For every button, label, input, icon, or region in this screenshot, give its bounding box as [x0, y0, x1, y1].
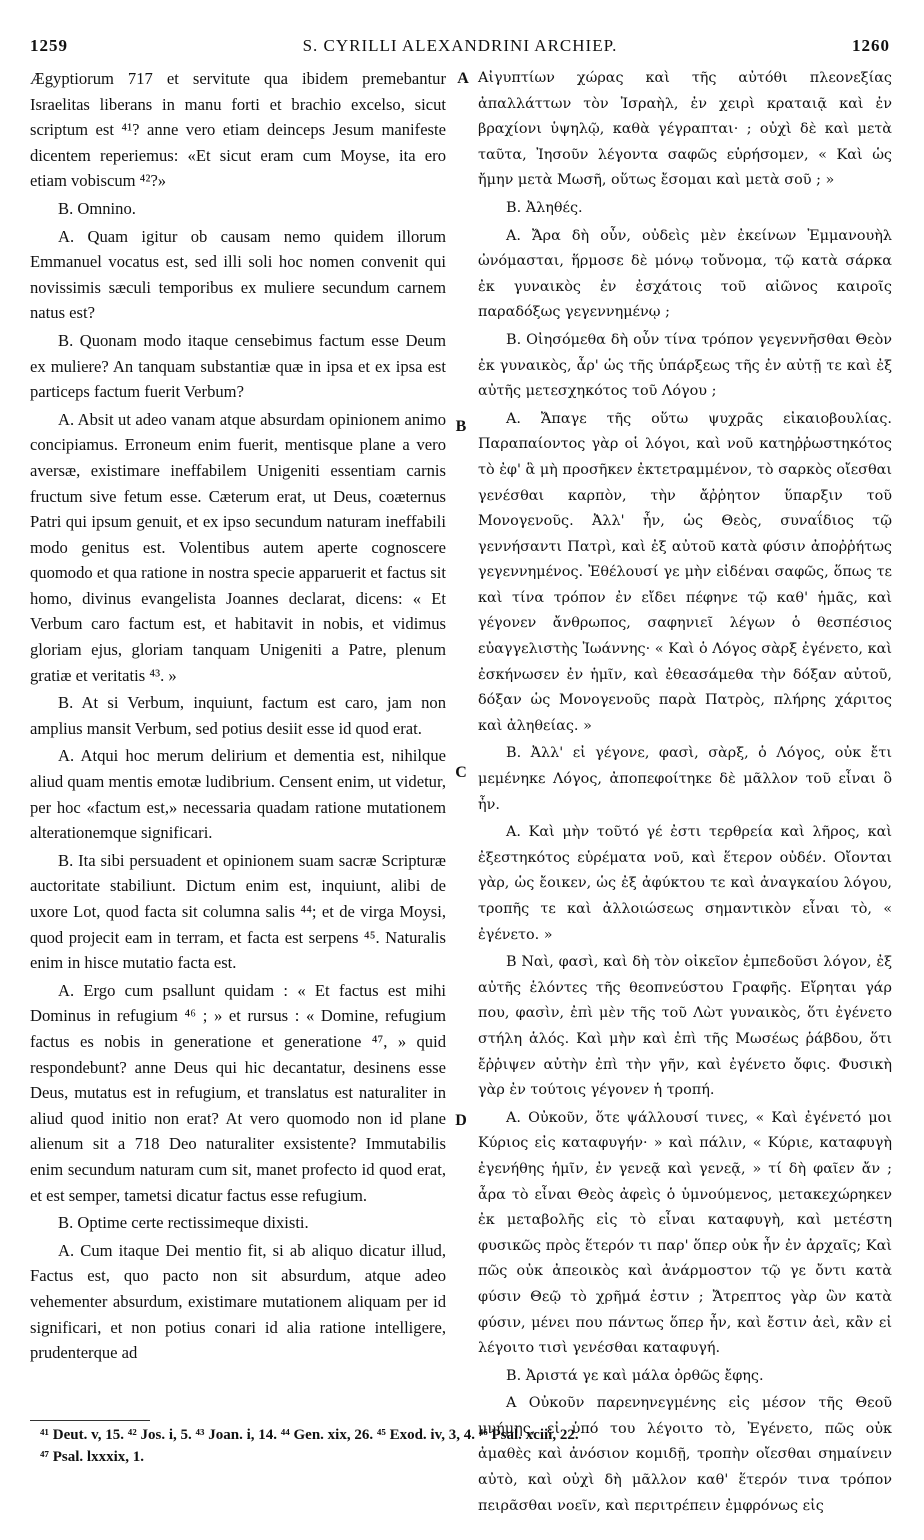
- latin-paragraph: B. Omnino.: [58, 198, 136, 218]
- greek-paragraph: A. Καὶ μὴν τοῦτό γέ ἐστι τερθρεία καὶ λῆρος, καὶ ἐξεστηκότος εὑρέματα νοῦ, καὶ ἕτερον οὐδέν. Οἴονται γὰρ, ὡς ἔοικεν, ὡς ἐξ ἀφύκτου τε καὶ ἀναγκαίου λόγου, τροπῆς τε καὶ ἀλλοιώσεως σημαντικὸν εἶναι τὸ, « ἐγένετο. »: [478, 824, 892, 943]
- gutter-marker-c: C: [455, 764, 467, 781]
- footnote-line: ⁴⁷ Psal. lxxxix, 1.: [40, 1449, 144, 1465]
- latin-paragraph: A. Atqui hoc merum delirium et dementia est, nihilque aliud quam mentis emotæ ludibrium. Censent enim, ut videtur, per hoc «factum est,» necessaria quadam ratione mutationem alterationemque significari.: [30, 746, 446, 843]
- latin-column: [30, 66, 446, 1411]
- greek-paragraph: B. Ἀριστά γε καὶ μάλα ὀρθῶς ἔφης.: [506, 1367, 764, 1384]
- footnote-line: ⁴¹ Deut. v, 15. ⁴² Jos. i, 5. ⁴³ Joan. i, 14. ⁴⁴ Gen. xix, 26. ⁴⁵ Exod. iv, 3, 4. ⁴⁶ Psal. xciii, 22.: [40, 1427, 579, 1443]
- page-header: [30, 36, 890, 60]
- greek-paragraph: B. Ἀληθές.: [506, 199, 583, 216]
- greek-column: [478, 66, 893, 1514]
- greek-paragraph: A. Ἄπαγε τῆς οὕτω ψυχρᾶς εἰκαιοβουλίας. Παραπαίοντος γὰρ οἱ λόγοι, καὶ νοῦ κατηῤῥωστηκότος τὸ ἐφ' ἃ μὴ προσῆκεν ἐκτετραμμένον, τὸ σαρκὸς οἴεσθαι γενέσθαι καρπὸν, τὴν ἄῤῥητον ὕπαρξιν τοῦ Μονογενοῦς. Ἀλλ' ἦν, ὡς Θεὸς, συναΐδιος τῷ γεννήσαντι Πατρὶ, καὶ ἐξ αὐτοῦ κατὰ φύσιν ἀποῤῥήτως γεγεννημένος. Ἐθέλουσί γε μὴν εἰδέναι σαφῶς, ὅπως τε καὶ τίνα τρόπον ἐν εἴδει πέφηνε τῷ καθ' ἡμᾶς, καὶ γέγονεν ἄνθρωπος, σαφηνιεῖ λέγων ὁ θεσπέσιος εὐαγγελιστὴς Ἰωάννης· « Καὶ ὁ Λόγος σὰρξ ἐγένετο, καὶ ἐσκήνωσεν ἐν ἡμῖν, καὶ ἐθεασάμεθα τὴν δόξαν αὐτοῦ, δόξαν ὡς Μονογενοῦς παρὰ Πατρὸς, πλήρης χάριτος καὶ ἀληθείας. »: [478, 410, 893, 734]
- gutter-marker-b: B: [455, 418, 467, 435]
- footnote-rule: [30, 1420, 150, 1421]
- page-number-left: 1259: [30, 36, 68, 55]
- greek-paragraph: A. Οὐκοῦν, ὅτε ψάλλουσί τινες, « Καὶ ἐγένετό μοι Κύριος εἰς καταφυγήν· » καὶ πάλιν, « Κύριε, καταφυγὴ ἐγενήθης ἡμῖν, ἐν γενεᾷ καὶ γενεᾷ, » τί δὴ φαῖεν ἄν ; ἆρα τὸ εἶναι Θεὸς ἀφεὶς ὁ ὑμνούμενος, μετακεχώρηκεν ἐκ μεταβολῆς εἰς τὸ εἶναι καταφυγὴ, καὶ μετέστη φυσικῶς πρὸς ἕτερόν τι παρ' ὅπερ οὐκ ἦν ἐν ἀρχαῖς; Καὶ πῶς οὐκ ἀπεοικὸς καὶ ἀνάρμοστον τῷ γε ὄντι κατὰ φύσιν Θεῷ τὸ χρῆμά ἐστιν ; Ἄτρεπτος γὰρ ὢν κατὰ φύσιν, μένει που πάντως ὅπερ ἦν, καὶ ἔστιν ἀεὶ, κἂν εἰ λέγοιτο τισὶ γενέσθαι καταφυγή.: [478, 1109, 892, 1357]
- greek-paragraph: A Οὐκοῦν παρενηνεγμένης εἰς μέσον τῆς Θεοῦ μνήμης, εἰ ὑπό του λέγοιτο τὸ, Ἐγένετο, πῶς οὐκ ἀμαθὲς καὶ ἀνόσιον κομιδῇ, τροπὴν οἴεσθαι σημαίνειν αὐτὸ, καὶ οὐχὶ δὴ μᾶλλον καθ' ἕτερόν τινα τρόπον πειρᾶσθαι νοεῖν, καὶ περιτρέπειν ἐμφρόνως εἰς: [478, 1395, 892, 1514]
- running-title: S. CYRILLI ALEXANDRINI ARCHIEP.: [302, 36, 618, 55]
- gutter-marker-a: A: [457, 70, 469, 87]
- footnotes: [40, 1424, 890, 1468]
- latin-paragraph: B. Quonam modo itaque censebimus factum esse Deum ex muliere? An tanquam substantiæ quæ in ipsa et ex ipsa est particeps factum fuerit Verbum?: [30, 330, 446, 402]
- greek-paragraph: B. Ἀλλ' εἰ γέγονε, φασὶ, σὰρξ, ὁ Λόγος, οὐκ ἔτι μεμένηκε Λόγος, ἀποπεφοίτηκε δὲ μᾶλλον τοῦ εἶναι ὃ ἦν.: [478, 745, 892, 813]
- greek-paragraph: B Ναὶ, φασὶ, καὶ δὴ τὸν οἰκεῖον ἐμπεδοῦσι λόγον, ἐξ αὐτῆς ἑλόντες τῆς θεοπνεύστου Γραφῆς. Εἴρηται γάρ που, φασὶν, ἐπὶ μὲν τῆς τοῦ Λὼτ γυναικὸς, ὅτι ἐγένετο στήλη ἁλός. Καὶ μὴν καὶ ἐπὶ τῆς Μωσέως ῥάβδου, ὅτι ἔῤῥιψεν αὐτὴν ἐπὶ τὴν γῆν, καὶ ἐγένετο ὄφις. Φυσικὴ γὰρ ἐν τούτοις γέγονεν ἡ τροπή.: [478, 954, 892, 1099]
- greek-paragraph: Αἰγυπτίων χώρας καὶ τῆς αὐτόθι πλεονεξίας ἀπαλλάττων τὸν Ἰσραὴλ, ἐν χειρὶ κραταιᾷ καὶ ἐν βραχίονι ὑψηλῷ, καθὰ γέγραπται· ; οὐχὶ δὲ καὶ μετὰ ταῦτα, Ἰησοῦν λέγοντα σαφῶς εὑρήσομεν, « Καὶ ὡς ἤμην μετὰ Μωσῆ, οὕτως ἔσομαι καὶ μετὰ σοῦ ; »: [478, 70, 892, 189]
- gutter-marker-d: D: [455, 1112, 467, 1129]
- greek-paragraph: A. Ἄρα δὴ οὖν, οὐδεὶς μὲν ἐκείνων Ἐμμανουὴλ ὠνόμασται, ἥρμοσε δὲ μόνῳ τοὔνομα, τῷ κατὰ σάρκα ἐκ γυναικὸς ἐν ἐσχάτοις τοῦ αἰῶνος καιροῖς παραδόξως γεγεννημένῳ ;: [478, 227, 892, 321]
- latin-paragraph: A. Cum itaque Dei mentio fit, si ab aliquo dicatur illud, Factus est, quo pacto non sit absurdum, atque adeo vehementer absurdum, existimare mutationem aliquam per id significari, et non potius conari id alia ratione intelligere, prudenterque ad: [30, 1240, 446, 1363]
- latin-paragraph: A. Absit ut adeo vanam atque absurdam opinionem animo concipiamus. Erroneum enim fuerit, mentisque plane a vero aversæ, existimare ineffabilem Unigeniti essentiam carnis fructum sive fetum esse. Cæterum erat, ut Deus, coæternus Patri qui ipsum genuit, et ex ipso secundum naturam ineffabili modo genitus est. Volentibus autem aperte cognoscere quomodo et qua ratione in nostra specie apparuerit et factus sit homo, divinus evangelista Joannes declarat, dicens: « Et Verbum caro factum est, et habitavit in nobis, et vidimus gloriam ejus, gloriam tanquam Unigeniti a Patre, plenum gratiæ et veritatis ⁴³. »: [30, 409, 446, 685]
- latin-paragraph: B. At si Verbum, inquiunt, factum est caro, jam non amplius mansit Verbum, sed potius desiit esse id quod erat.: [30, 693, 446, 738]
- page-number-right: 1260: [852, 36, 890, 55]
- greek-paragraph: B. Οἰησόμεθα δὴ οὖν τίνα τρόπον γεγεννῆσθαι Θεὸν ἐκ γυναικὸς, ἆρ' ὡς τῆς ὑπάρξεως τῆς ἐν αὐτῇ τε καὶ ἐξ αὐτῆς μετεσχηκότος τοῦ Λόγου ;: [478, 331, 892, 400]
- latin-paragraph: B. Optime certe rectissimeque dixisti.: [58, 1213, 309, 1233]
- latin-paragraph: Ægyptiorum 717 et servitute qua ibidem premebantur Israelitas liberans in manu forti et brachio excelso, sicut scriptum est ⁴¹? anne vero etiam deinceps Jesum manifeste dicentem reperiemus: «Et sicut eram cum Moyse, ita ero etiam vobiscum ⁴²?»: [30, 69, 446, 191]
- latin-paragraph: B. Ita sibi persuadent et opinionem suam sacræ Scripturæ auctoritate stabiliunt. Dictum enim est, inquiunt, alibi de uxore Lot, quod facta sit columna salis ⁴⁴; et de virga Moysi, quod projecit eam in terram, et facta est serpens ⁴⁵. Naturalis enim in hisce mutatio facta est.: [30, 850, 446, 973]
- latin-paragraph: A. Ergo cum psallunt quidam : « Et factus est mihi Dominus in refugium ⁴⁶ ; » et rursus : « Domine, refugium factus es nobis in generatione et generatione ⁴⁷, » quid respondebunt? anne Deus qui hic decantatur, desinens esse Deus, mutatus est in refugium, et translatus est naturaliter in aliud quod initio non erat? At vero quomodo non id plane alienum sit a 718 Deo naturaliter exsistente? Immutabilis enim secundum naturam cum sit, manet profecto id quod erat, et est semper, tametsi dicatur factus esse refugium.: [30, 980, 446, 1205]
- latin-paragraph: A. Quam igitur ob causam nemo quidem illorum Emmanuel vocatus est, sed illi soli hoc nomen convenit qui novissimis sæculi temporibus ex muliere secundum carnem natus est?: [30, 226, 446, 323]
